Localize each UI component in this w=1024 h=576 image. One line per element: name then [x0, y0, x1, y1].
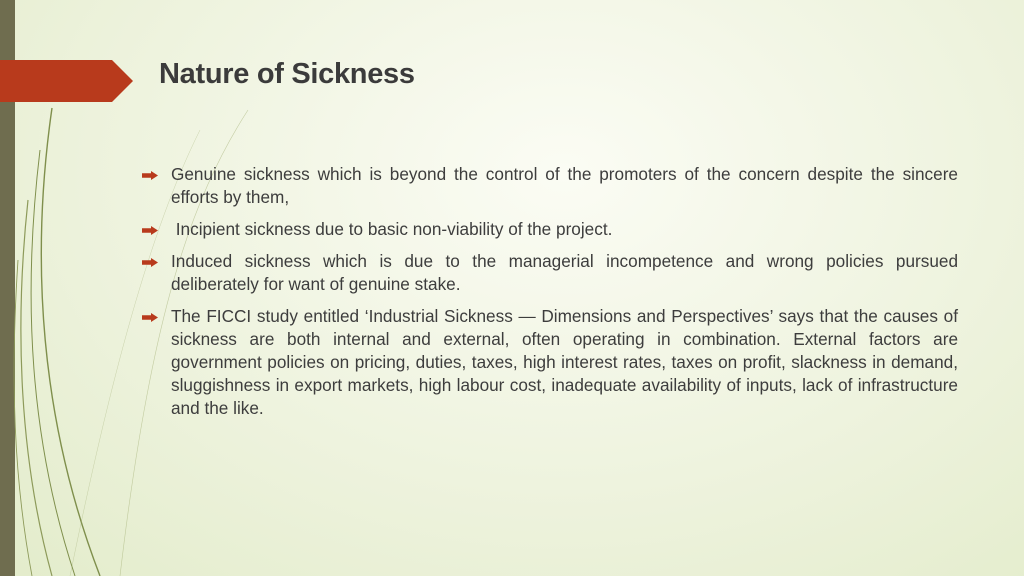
arrow-bullet-icon — [142, 226, 158, 235]
bullet-text: Incipient sickness due to basic non-viability of the project. — [171, 219, 613, 239]
arrow-bullet-icon — [142, 171, 158, 180]
bullet-item — [140, 163, 958, 209]
slide-title: Nature of Sickness — [159, 58, 415, 90]
bullet-text: The FICCI study entitled ‘Industrial Sickness — Dimensions and Perspectives’ says that the causes of sickness are both internal and external, often operating in combination. External factors are government policies on pricing, duties, taxes, high interest rates, taxes on profit, slackness in demand, sluggishness in export markets, high labour cost, inadequate availability of inputs, lack of infrastructure and the like. — [171, 306, 958, 418]
bullet-item — [140, 250, 958, 296]
arrow-bullet-icon — [142, 313, 158, 322]
bullet-list — [140, 163, 958, 429]
bullet-item — [140, 305, 958, 420]
bullet-text: Induced sickness which is due to the managerial incompetence and wrong policies pursued deliberately for want of genuine stake. — [171, 251, 958, 294]
bullet-text: Genuine sickness which is beyond the control of the promoters of the concern despite the sincere efforts by them, — [171, 164, 958, 207]
title-accent-arrow — [0, 60, 133, 102]
bullet-item — [140, 218, 958, 241]
arrow-bullet-icon — [142, 258, 158, 267]
